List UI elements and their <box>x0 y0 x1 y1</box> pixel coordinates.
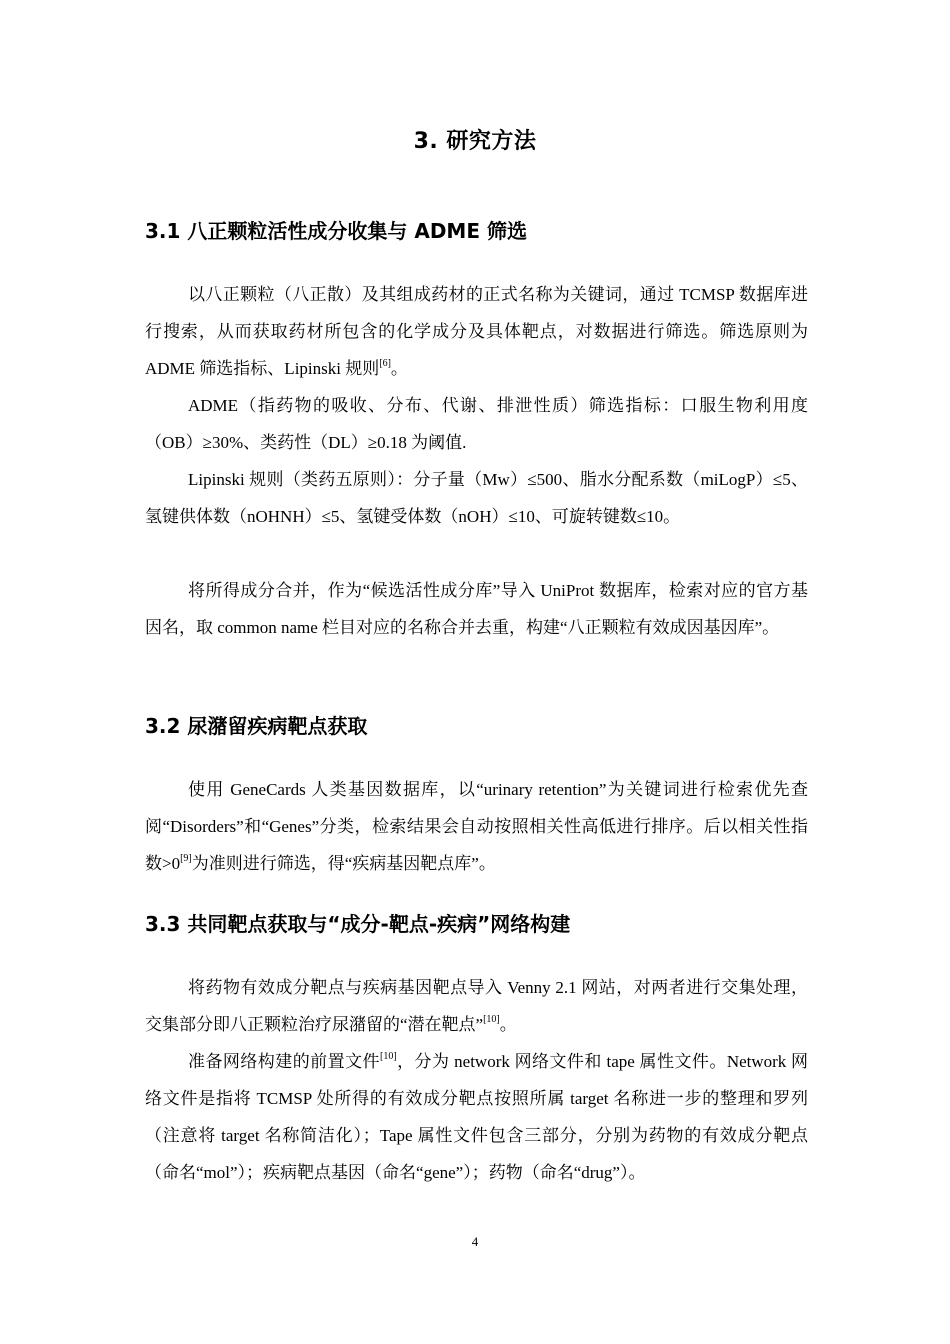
citation-ref: [9] <box>180 853 192 865</box>
chapter-title: 3. 研究方法 <box>413 129 537 154</box>
paragraph-3-1-3 <box>145 461 808 535</box>
paragraph-text: 将所得成分合并，作为“候选活性成分库”导入 UniProt 数据库，检索对应的官方基因名，取 common name 栏目对应的名称合并去重，构建“八正颗粒有效成因基因库”。 <box>145 581 808 637</box>
paragraph-text: 。 <box>390 359 408 378</box>
paragraph-text: 。 <box>499 1015 517 1034</box>
paragraph-3-2-1 <box>145 771 808 882</box>
paragraph-3-3-2 <box>145 1043 808 1191</box>
paragraph-text: 使用 GeneCards 人类基因数据库，以“urinary retention”为关键词进行检索优先查阅“Disorders”和“Genes”分类，检索结果会自动按照相关性高低进行排序。后以相关性指数>0 <box>145 780 808 873</box>
paragraph-3-1-4 <box>145 572 808 646</box>
paragraph-text: 为准则进行筛选，得“疾病基因靶点库”。 <box>191 854 496 873</box>
paragraph-3-1-2 <box>145 387 808 461</box>
section-heading-3-3: 3.3 共同靶点获取与“成分-靶点-疾病”网络构建 <box>145 912 571 936</box>
page-number: 4 <box>471 1234 479 1249</box>
paragraph-text: 以八正颗粒（八正散）及其组成药材的正式名称为关键词，通过 TCMSP 数据库进行搜索，从而获取药材所包含的化学成分及具体靶点，对数据进行筛选。筛选原则为 ADME 筛选指标、Lipinski 规则 <box>145 285 808 378</box>
paragraph-3-1-1 <box>145 276 808 387</box>
section-heading-3-1: 3.1 八正颗粒活性成分收集与 ADME 筛选 <box>145 219 527 243</box>
paragraph-text: 准备网络构建的前置文件 <box>188 1052 380 1071</box>
paragraph-text: ，分为 network 网络文件和 tape 属性文件。Network 网络文件是指将 TCMSP 处所得的有效成分靶点按照所属 target 名称进一步的整理和罗列（注意将 target 名称简洁化）；Tape 属性文件包含三部分，分别为药物的有效成分靶点（命名“mol”）；疾病靶点基因（命名“gene”）；药物（命名“drug”）。 <box>145 1052 808 1182</box>
paragraph-text: 将药物有效成分靶点与疾病基因靶点导入 Venny 2.1 网站，对两者进行交集处理，交集部分即八正颗粒治疗尿潴留的“潜在靶点” <box>145 978 808 1034</box>
paragraph-text: Lipinski 规则（类药五原则）：分子量（Mw）≤500、脂水分配系数（miLogP）≤5、氢键供体数（nOHNH）≤5、氢键受体数（nOH）≤10、可旋转键数≤10。 <box>145 470 808 526</box>
paragraph-text: ADME（指药物的吸收、分布、代谢、排泄性质）筛选指标：口服生物利用度（OB）≥30%、类药性（DL）≥0.18 为阈值. <box>145 396 808 452</box>
paragraph-3-3-1 <box>145 969 808 1043</box>
citation-ref: [6] <box>379 358 391 370</box>
citation-ref: [10] <box>379 1051 397 1063</box>
section-heading-3-2: 3.2 尿潴留疾病靶点获取 <box>145 714 368 738</box>
citation-ref: [10] <box>483 1014 500 1026</box>
